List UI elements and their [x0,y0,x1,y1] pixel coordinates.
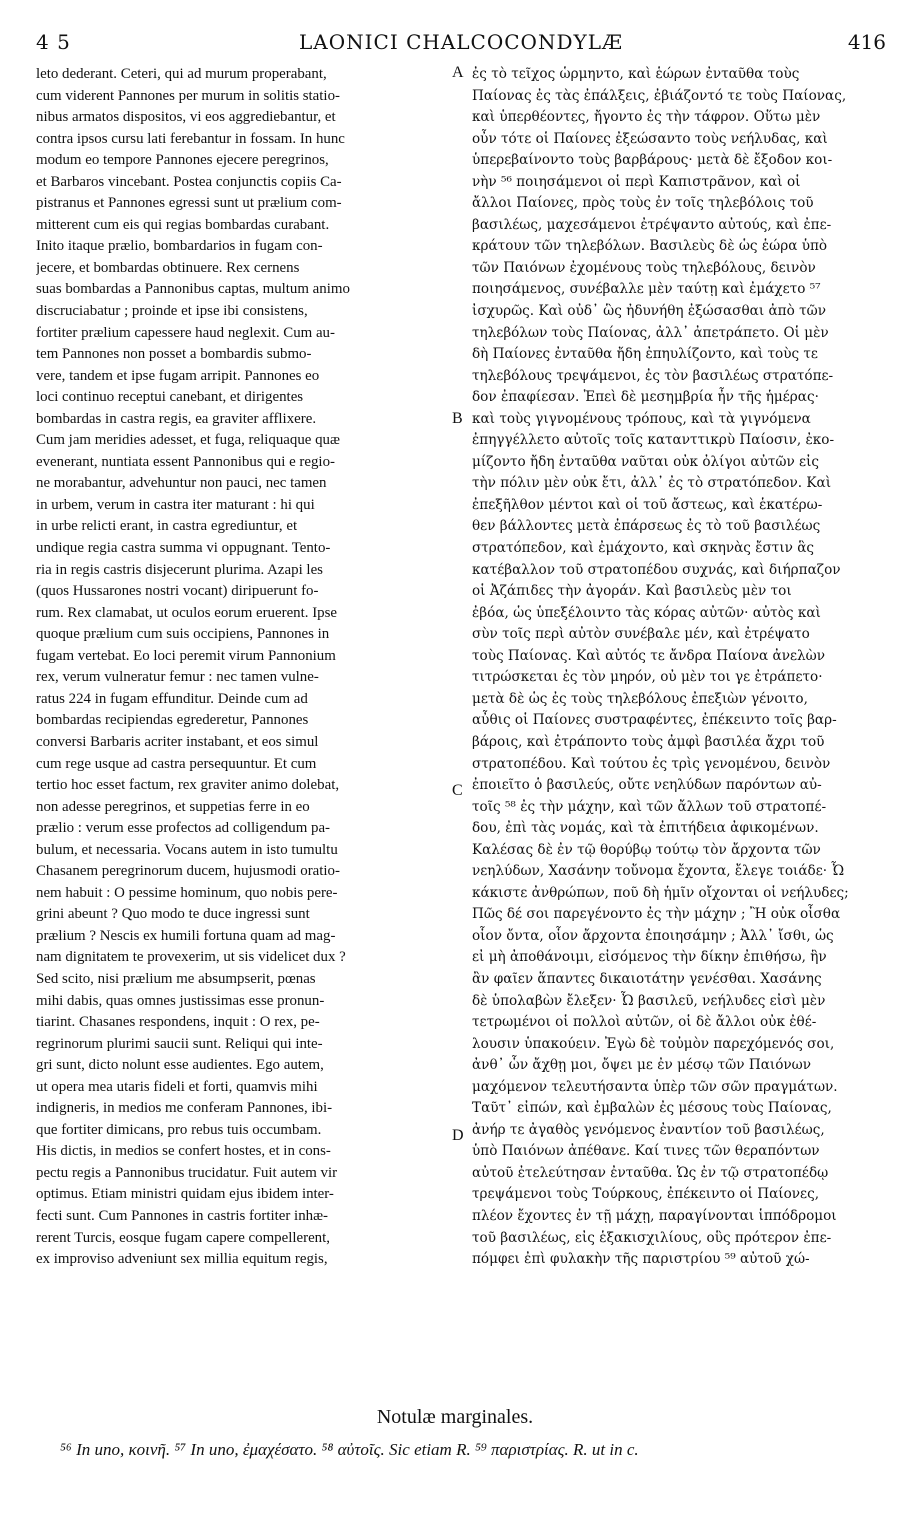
text-line: cum viderent Pannones per murum in solitis statio- [36,87,340,104]
text-line: αὖθις οἱ Παίονες συστραφέντες, ἐπέκειντο τοῖς βαρ- [472,712,837,729]
text-line: ratus 224 in fugam effunditur. Deinde cum ad [36,690,308,707]
text-line: τετρωμένοι οἱ πολλοὶ αὐτῶν, οἱ δὲ ἄλλοι οὐκ ἐθέ- [472,1014,817,1031]
text-line: κατέβαλλον τοῦ στρατοπέδου συχνάς, καὶ διήρπαζον [472,561,841,578]
text-line: bombardas recipiendas egrederetur, Pannones [36,712,309,729]
text-line: Ταῦτ᾽ εἰπών, καὶ ἐμβαλὼν ἐς μέσους τοὺς Παίονας, [472,1100,832,1117]
text-line: μετὰ δὲ ὡς ἐς τοὺς τηλεβόλους ἐπεξιὼν γένοιτο, [472,690,808,707]
greek-column [472,64,884,1271]
text-line: τῶν Παιόνων ἐχομένους τοὺς τηλεβόλους, δεινὸν [472,259,816,276]
text-line: οἷον ὄντα, οἷον ἄρχοντα ἐποιησάμην ; Ἀλλ᾽ ἴσθι, ὡς [472,927,834,944]
text-line: Παίονας ἐς τὰς ἐπάλξεις, ἐβιάζοντό τε τοὺς Παίονας, [472,87,847,104]
text-line: in urbe relicti erant, in castra egrediuntur, et [36,518,298,535]
text-line: tiarint. Chasanes respondens, inquit : O rex, pe- [36,1014,320,1031]
text-line: bombardas in castra regis, ea graviter afflixere. [36,410,317,427]
text-line: Inito itaque prælio, bombardarios in fugam con- [36,238,323,255]
text-line: τοὺς Παίονας. Καὶ αὐτός τε ἄνδρα Παίονα ἀνελὼν [472,647,825,664]
text-line: ἀνθ᾽ ὧν ἄχθῃ μοι, ὄψει με ἐν μέσῳ τῶν Παιόνων [472,1057,812,1074]
text-line: ἂν φαῖεν ἅπαντες δικαιοτάτην γενέσθαι. Χασάνης [472,970,822,987]
text-line: καὶ τοὺς γιγνομένους τρόπους, καὶ τὰ γιγνόμενα [472,410,811,427]
text-line: indigneris, in medios me conferam Pannones, ibi- [36,1100,333,1117]
text-line: rerent Turcis, eosque fugam capere compellerent, [36,1229,330,1246]
text-line: δὲ ὑπολαβὼν ἔλεξεν· Ὦ βασιλεῦ, νεήλυδες εἰσὶ μὲν [472,992,826,1009]
text-line: grini abeunt ? Quo modo te duce ingressi sunt [36,906,310,923]
text-line: στρατοπέδου. Καὶ τούτου ἐς τρὶς γενομένου, δεινὸν [472,755,831,772]
text-line: Chasanem peregrinorum ducem, hujusmodi oratio- [36,863,340,880]
text-line: δου, ἐπὶ τὰς νομάς, καὶ τὰ ἐπιτήδεια ἀφικομένων. [472,820,819,837]
text-line: καὶ ὑπερθέοντες, ἤγοντο ἐς τὴν τάφρον. Οὕτω μὲν [472,109,821,126]
marginal-notes: ⁵⁶ In uno, κοινῆ. ⁵⁷ In uno, ἐμαχέσατο. ⁵⁸ αὐτοῖς. Sic etiam R. ⁵⁹ παριστρίας. R. ut in c. [60,1440,639,1459]
text-line: κράτουν τῶν τηλεβόλων. Βασιλεὺς δὲ ὡς ἑώρα ὑπὸ [472,238,828,255]
text-line: prælio : verum esse profectos ad colligendum pa- [36,820,331,837]
text-line: δὴ Παίονες ἐνταῦθα ἤδη ἐπηυλίζοντο, καὶ τοὺς τε [472,346,818,363]
text-line: ex improviso adveniunt sex millia equitum regis, [36,1251,328,1268]
text-line: suas bombardas a Pannonibus captas, multum animo [36,281,350,298]
text-line: tem Pannones non posset a bombardis submo- [36,346,312,363]
text-line: leto dederant. Ceteri, qui ad murum properabant, [36,66,327,82]
text-line: οὖν τότε οἱ Παίονες ἐξεώσαντο τοὺς νεήλυδας, καὶ [472,130,828,147]
text-line: τιτρώσκεται ἐς τὸν μηρόν, οὐ μὲν τοι γε ἐτράπετο· [472,669,823,686]
text-line: loci continuo receptui canebant, et dirigentes [36,389,304,406]
text-line: τοῖς ⁵⁸ ἐς τὴν μάχην, καὶ τῶν ἄλλων τοῦ στρατοπέ- [472,798,827,815]
text-line: Καλέσας δὲ ἐν τῷ θορύβῳ τούτῳ τὸν ἄρχοντα τῶν [472,841,821,858]
text-line: βασιλέως, μαχεσάμενοι ἐτρέψαντο αὐτούς, καὶ ἐπε- [472,216,832,233]
text-line: εἰ μὴ ἀποθάνοιμι, εἰσόμενος τὴν δίκην ἐπιθήσω, ἣν [472,949,827,966]
page-header [36,30,886,60]
text-line: Sed scito, nisi prælium me absumpserit, pœnas [36,970,316,987]
text-line: et Barbaros vincebant. Postea conjunctis copiis Ca- [36,173,342,190]
text-line: gri sunt, dicto nolunt esse audientes. Ego autem, [36,1057,324,1074]
text-line: His dictis, in medios se confert hostes, et in cons- [36,1143,331,1160]
text-line: ἐς τὸ τεῖχος ὡρμηντο, καὶ ἑώρων ἐνταῦθα τοὺς [472,66,800,82]
text-line: fugam vertebat. Eo loci peremit virum Pannonium [36,647,336,664]
text-line: contra ipsos cursu lati ferebantur in fossam. In hunc [36,130,345,147]
text-line: modum eo tempore Pannones ejecere peregrinos, [36,152,329,169]
text-line: δον ἐπαφίεσαν. Ἐπεὶ δὲ μεσημβρία ἦν τῆς ἡμέρας· [472,389,819,406]
notes-title: Notulæ marginales. [376,1406,534,1428]
text-line: Cum jam meridies adesset, et fuga, reliquaque quæ [36,432,340,449]
text-line: ἰσχυρῶς. Καὶ οὐδ᾽ ὣς ἠδυνήθη ἐξώσασθαι ἀπὸ τῶν [472,303,826,320]
margin-marker-d: D [452,1127,464,1144]
text-line: ut opera mea utaris fideli et forti, quamvis mihi [36,1078,318,1095]
text-line: fortiter prælium capessere haud neglexit. Cum au- [36,324,335,341]
text-line: undique regia castra summa vi oppugnant. Tento- [36,540,331,557]
text-line: ria in regis castris disjecerunt plurima. Azapi les [36,561,323,578]
text-line: conversi Barbaris acriter instabant, et eos simul [36,733,319,750]
text-line: τηλεβόλους τρεψάμενοι, ἐς τὸν βασιλέως στρατόπε- [472,367,834,384]
text-line: βάροις, καὶ ἐτράποντο τοὺς ἀμφὶ βασιλέα ἄχρι τοῦ [472,733,825,750]
text-line: τηλεβόλων τοὺς Παίονας, ἀλλ᾽ ἀπετράπετο. Οἱ μὲν [472,324,829,341]
page-number-right: 416 [847,30,886,54]
text-line: μίζοντο ἤδη ἐνταῦθα ναῦται οὐκ ὀλίγοι αὐτῶν εἰς [472,453,820,470]
text-line: τὴν πόλιν μὲν οὐκ ἔτι, ἀλλ᾽ ἐς τὸ στρατόπεδον. Καὶ [472,475,832,492]
text-line: optimus. Etiam ministri quidam ejus ibidem inter- [36,1186,334,1203]
text-line: λουσιν ὑπακούειν. Ἐγὼ δὲ τοὐμὸν παρεχόμενός σοι, [472,1035,835,1052]
running-title: LAONICI CHALCOCONDYLÆ [299,30,623,54]
text-line: τοῦ βασιλέως, εἰς ἑξακισχιλίους, οὓς πρότερον ἐπε- [472,1229,832,1246]
text-line: Πῶς δέ σοι παρεγένοντο ἐς τὴν μάχην ; Ἢ οὐκ οἶσθα [472,906,841,923]
text-line: rex, verum vulneratur femur : nec tamen vulne- [36,669,319,686]
text-line: οἱ Ἀζάπιδες τὴν ἀγοράν. Καὶ βασιλεὺς μὲν τοι [472,583,792,600]
text-line: στρατόπεδον, καὶ ἐμάχοντο, καὶ σκηνὰς ἔστιν ἃς [472,540,815,557]
page-number-left: 4 5 [36,30,71,54]
text-line: ne morabantur, advehuntur non pauci, nec tamen [36,475,327,492]
margin-marker-b: B [452,410,463,427]
text-line: ἐπηγγέλλετο αὐτοῖς τοῖς κατανττικρὺ Παίοσιν, ἐκο- [472,432,835,449]
latin-column [36,64,448,1271]
text-line: cum rege usque ad castra persequuntur. Et cum [36,755,317,772]
text-line: ἄλλοι Παίονες, πρὸς τοὺς ἐν τοῖς τηλεβόλοις τοῦ [472,195,814,212]
text-line: αὐτοῦ ἐτελεύτησαν ἐνταῦθα. Ὡς ἐν τῷ στρατοπέδῳ [472,1164,829,1181]
text-line: κάκιστε ἀνθρώπων, ποῦ δὴ ἡμῖν οἴχονται οἱ νεήλυδες; [472,884,849,901]
text-line: mihi dabis, quas omnes justissimas esse pronun- [36,992,325,1009]
text-line: (quos Hussarones nostri vocant) diripuerunt fo- [36,583,319,600]
text-line: ὑπὸ Παιόνων ἀπέθανε. Καί τινες τῶν θεραπόντων [472,1143,820,1160]
text-line: ἐπεξῆλθον μέντοι καὶ οἱ τοῦ ἄστεως, καὶ ἑκατέρω- [472,496,823,513]
text-line: νὴν ⁵⁶ ποιησάμενοι οἱ περὶ Καπιστρᾶνον, καὶ οἱ [472,173,801,190]
text-line: rum. Rex clamabat, ut oculos eorum eruerent. Ipse [36,604,338,621]
text-line: ἐβόα, ὡς ὑπεξέλοιντο τὰς κόρας αὐτῶν· αὐτὸς καὶ [472,604,821,621]
text-line: μαχόμενον τελευτήσαντα ὑπὲρ τῶν σῶν πραγμάτων. [472,1078,838,1095]
text-line: pistranus et Pannones egressi sunt ut prælium com- [36,195,342,212]
text-line: regrinorum plurimi saucii sunt. Reliqui qui inte- [36,1035,323,1052]
text-line: discruciabatur ; proinde et ipse ibi consistens, [36,303,308,320]
text-line: quoque prælium cum suis occipiens, Pannones in [36,626,330,643]
text-line: pectu regis a Pannonibus trucidatur. Fuit autem vir [36,1164,338,1181]
text-line: nibus armatos dispositos, vi eos aggrediebantur, et [36,109,336,126]
margin-marker-a: A [452,64,464,81]
text-line: prælium ? Nescis ex humili fortuna quam ad mag- [36,927,336,944]
text-line: ὑπερεβαίνοντο τοὺς βαρβάρους· μετὰ δὲ ἔξοδον κοι- [472,152,833,169]
text-line: que fortiter dimicans, pro rebus tuis occumbam. [36,1121,322,1138]
text-line: bulum, et necessaria. Vocans autem in isto tumultu [36,841,338,858]
text-line: fecti sunt. Cum Pannones in castris fortiter inhæ- [36,1207,328,1224]
margin-marker-c: C [452,782,463,799]
text-line: vere, tandem et ipse fugam arripit. Pannones eo [36,367,320,384]
text-line: ἀνήρ τε ἀγαθὸς γενόμενος ἐναντίον τοῦ βασιλέως, [472,1121,825,1138]
text-line: πλέον ἔχοντες ἐν τῇ μάχῃ, παραγίνονται ἱππόδρομοι [472,1207,837,1224]
text-line: θεν βάλλοντες μετὰ ἐπάρσεως ἐς τὸ τοῦ βασιλέως [472,518,821,535]
text-line: σὺν τοῖς περὶ αὐτὸν συνέβαλε μέν, καὶ ἐτρέψατο [472,626,810,643]
text-line: ἐποιεῖτο ὁ βασιλεύς, οὔτε νεηλύδων παρόντων αὐ- [472,777,822,794]
text-line: τρεψάμενοι τοὺς Τούρκους, ἐπέκειντο οἱ Παίονες, [472,1186,820,1203]
text-line: evenerant, nuntiata essent Pannonibus qui e regio- [36,453,335,470]
text-line: in urbem, verum in castra iter maturant : hi qui [36,496,315,513]
text-line: nem habuit : O pessime hominum, quo nobis pere- [36,884,338,901]
text-line: jecere, et bombardas obtinuere. Rex cernens [36,259,300,276]
text-line: nam dignitatem te provexerim, ut sis videlicet dux ? [36,949,346,966]
text-line: non adesse peregrinos, et suppetias ferre in eo [36,798,310,815]
text-line: tertio hoc esset factum, rex graviter animo dolebat, [36,777,340,794]
text-line: ποιησάμενος, συνέβαλλε μὲν ταύτῃ καὶ ἐμάχετο ⁵⁷ [472,281,821,298]
text-line: πόμφει ἐπὶ φυλακὴν τῆς παριστρίου ⁵⁹ αὐτοῦ χώ- [472,1251,810,1268]
text-line: νεηλύδων, Χασάνην τοὔνομα ἔχοντα, ἔλεγε τοιάδε· Ὦ [472,863,845,880]
text-line: mitterent cum eis qui regias bombardas curabant. [36,216,330,233]
